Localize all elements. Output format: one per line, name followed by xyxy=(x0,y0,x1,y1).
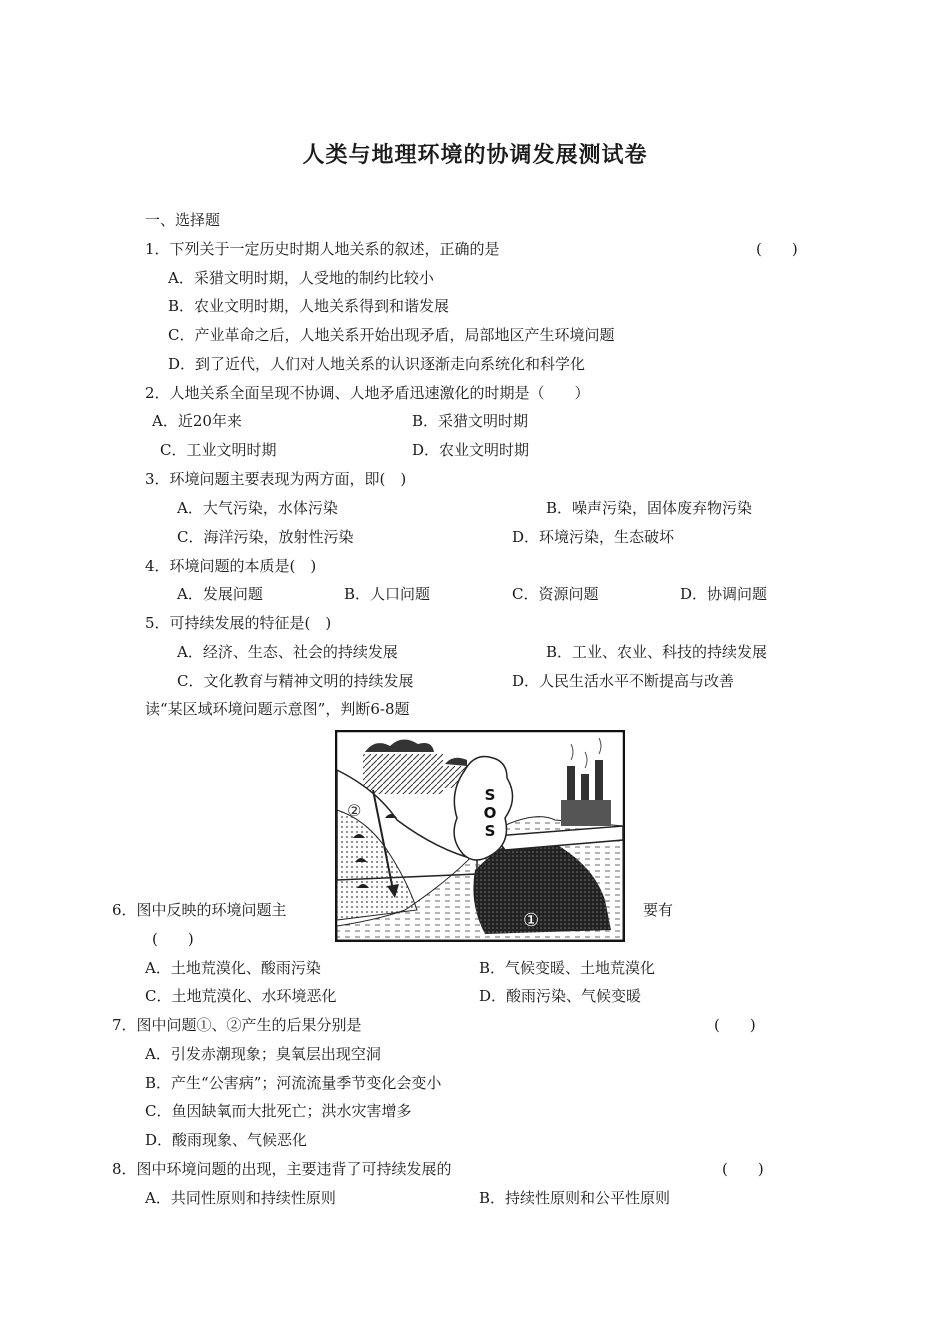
q5-option-c: C．文化教育与精神文明的持续发展 xyxy=(177,672,414,690)
q3-option-c: C．海洋污染，放射性污染 xyxy=(177,528,354,546)
sos-letter-2: O xyxy=(483,804,497,822)
q6-option-b: B．气候变暖、土地荒漠化 xyxy=(479,959,656,977)
q8-option-a: A．共同性原则和持续性原则 xyxy=(145,1189,336,1207)
marker-2: ② xyxy=(347,801,362,820)
q4-option-a: A．发展问题 xyxy=(177,585,263,603)
q3-option-d: D．环境污染，生态破坏 xyxy=(512,528,675,546)
q3-stem: 3．环境问题主要表现为两方面，即( ) xyxy=(145,470,407,488)
q8-stem: 8．图中环境问题的出现，主要违背了可持续发展的 xyxy=(112,1160,452,1178)
q2-option-c: C．工业文明时期 xyxy=(160,441,277,459)
q8-answer-paren: ( ) xyxy=(722,1160,764,1178)
q2-stem: 2．人地关系全面呈现不协调、人地矛盾迅速激化的时期是（ ） xyxy=(145,384,590,402)
q4-option-d: D．协调问题 xyxy=(680,585,768,603)
q1-option-c: C．产业革命之后，人地关系开始出现矛盾，局部地区产生环境问题 xyxy=(168,326,615,344)
q1-option-d: D．到了近代，人们对人地关系的认识逐渐走向系统化和科学化 xyxy=(168,355,586,373)
q7-option-c: C．鱼因缺氧而大批死亡；洪水灾害增多 xyxy=(145,1102,412,1120)
q5-stem: 5．可持续发展的特征是( ) xyxy=(145,614,332,632)
figure-instruction: 读“某区域环境问题示意图”，判断6-8题 xyxy=(145,700,410,718)
q7-option-b: B．产生“公害病”；河流流量季节变化会变小 xyxy=(145,1074,442,1092)
q3-option-b: B．噪声污染，固体废弃物污染 xyxy=(546,499,753,517)
section-heading: 一、选择题 xyxy=(145,211,221,229)
q6-option-d: D．酸雨污染、气候变暖 xyxy=(479,987,642,1005)
q4-option-c: C．资源问题 xyxy=(512,585,599,603)
q6-option-c: C．土地荒漠化、水环境恶化 xyxy=(145,987,337,1005)
q1-option-a: A．采猎文明时期，人受地的制约比较小 xyxy=(168,269,434,287)
page-title: 人类与地理环境的协调发展测试卷 xyxy=(302,142,648,168)
q1-answer-paren: ( ) xyxy=(756,240,798,258)
q5-option-a: A．经济、生态、社会的持续发展 xyxy=(177,643,398,661)
q3-option-a: A．大气污染，水体污染 xyxy=(177,499,338,517)
q7-answer-paren: ( ) xyxy=(714,1016,756,1034)
q7-option-d: D．酸雨现象、气候恶化 xyxy=(145,1131,308,1149)
q5-option-b: B．工业、农业、科技的持续发展 xyxy=(546,643,768,661)
q6-stem-start: 6．图中反映的环境问题主 xyxy=(112,901,287,919)
q1-option-b: B．农业文明时期，人地关系得到和谐发展 xyxy=(168,297,450,315)
q6-stem-end: 要有 xyxy=(643,901,674,919)
q7-stem: 7．图中问题①、②产生的后果分别是 xyxy=(112,1016,362,1034)
q4-stem: 4．环境问题的本质是( ) xyxy=(145,557,317,575)
q6-option-a: A．土地荒漠化、酸雨污染 xyxy=(145,959,321,977)
q4-option-b: B．人口问题 xyxy=(344,585,431,603)
q6-answer-paren: ( ) xyxy=(152,930,194,948)
environment-problem-diagram xyxy=(335,730,625,942)
marker-1: ① xyxy=(523,910,540,931)
q7-option-a: A．引发赤潮现象；臭氧层出现空洞 xyxy=(145,1045,381,1063)
q1-stem: 1．下列关于一定历史时期人地关系的叙述，正确的是 xyxy=(145,240,500,258)
q2-option-b: B．采猎文明时期 xyxy=(412,412,529,430)
q2-option-a: A．近20年来 xyxy=(152,412,242,430)
sos-letter-1: S xyxy=(484,786,496,804)
q2-option-d: D．农业文明时期 xyxy=(412,441,530,459)
q8-option-b: B．持续性原则和公平性原则 xyxy=(479,1189,671,1207)
q5-option-d: D．人民生活水平不断提高与改善 xyxy=(512,672,735,690)
sos-letter-3: S xyxy=(484,822,496,840)
